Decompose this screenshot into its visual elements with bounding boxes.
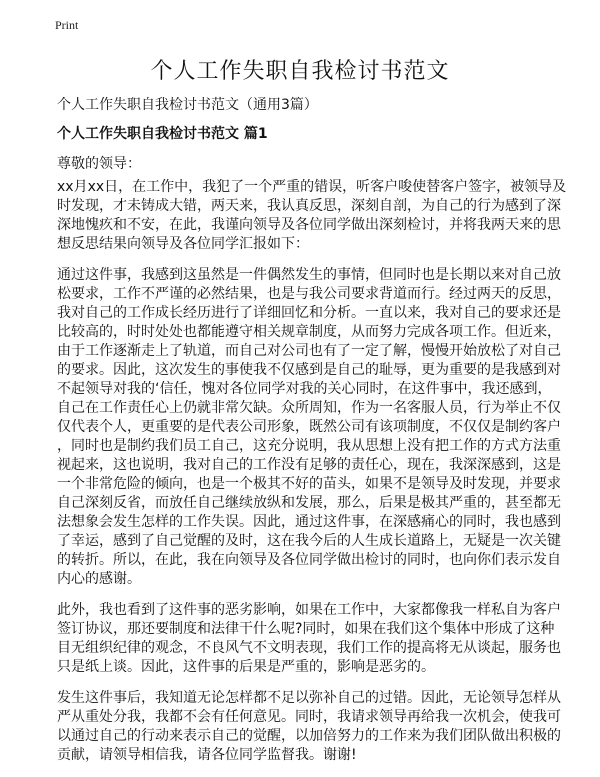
text-line: 不起领导对我的‘信任，愧对各位同学对我的关心同时，在这件事中，我还感到， [57, 381, 552, 397]
text-line: 此外，我也看到了这件事的恶劣影响，如果在工作中，大家都像我一样私自为客户 [57, 602, 561, 618]
text-line: 严从重处分我，我都不会有任何意见。同时，我请求领导再给我一次机会，使我可 [57, 709, 561, 725]
text-line: 贡献，请领导相信我，请各位同学监督我。谢谢! [57, 747, 357, 763]
text-line: 了幸运，感到了自己觉醒的及时，这在我今后的人生成长道路上，无疑是一次关键 [57, 533, 561, 549]
text-line: 以通过自己的行动来表示自己的觉醒，以加倍努力的工作来为我们团队做出积极的 [57, 728, 561, 744]
text-line: 松要求，工作不严谨的必然结果，也是与我公司要求背道而行。经过两天的反思， [57, 286, 561, 302]
text-line: 内心的感谢。 [57, 571, 141, 587]
print-link[interactable]: Print [55, 18, 79, 32]
text-line: 的要求。因此，这次发生的事使我不仅感到是自己的耻辱，更为重要的是我感到对 [57, 362, 561, 378]
text-line: 一个非常危险的倾向，也是一个极其不好的苗头，如果不是领导及时发现，并要求 [57, 476, 561, 492]
letter-body [57, 178, 592, 777]
text-line: 法想象会发生怎样的工作失误。因此，通过这件事，在深感痛心的同时，我也感到 [57, 514, 561, 530]
paragraph-2 [57, 266, 592, 589]
text-line: 视起来，这也说明，我对自己的工作没有足够的责任心，现在，我深深感到，这是 [57, 457, 561, 473]
text-line: 自己深刻反省，而放任自己继续放纵和发展，那么，后果是极其严重的，甚至都无 [57, 495, 561, 511]
text-line: 我对自己的工作成长经历进行了详细回忆和分析。一直以来，我对自己的要求还是 [57, 305, 561, 321]
text-line: 通过这件事，我感到这虽然是一件偶然发生的事情，但同时也是长期以来对自己放 [57, 267, 561, 283]
section-heading: 个人工作失职自我检讨书范文 篇1 [57, 126, 268, 142]
text-line: 自己在工作责任心上仍就非常欠缺。众所周知，作为一名客服人员，行为举止不仅 [57, 400, 561, 416]
text-line: 深地愧疚和不安，在此，我谨向领导及各位同学做出深刻检讨，并将我两天来的思 [57, 217, 561, 233]
text-line: 比较高的，时时处处也都能遵守相关规章制度，从而努力完成各项工作。但近来， [57, 324, 561, 340]
text-line: 签订协议，那还要制度和法律干什么呢?同时，如果在我们这个集体中形成了这种 [57, 621, 555, 637]
text-line: 时发现，才未铸成大错，两天来，我认真反思，深刻自剖，为自己的行为感到了深 [57, 198, 561, 214]
paragraph-4 [57, 689, 592, 765]
text-line: 发生这件事后，我知道无论怎样都不足以弥补自己的过错。因此，无论领导怎样从 [57, 690, 561, 706]
text-line: xx月xx日，在工作中，我犯了一个严重的错误，听客户唆使替客户签字，被领导及 [57, 179, 567, 195]
text-line: 的转折。所以，在此，我在向领导及各位同学做出检讨的同时，也向你们表示发自 [57, 552, 561, 568]
text-line: 仅代表个人，更重要的是代表公司形象，既然公司有该项制度，不仅仅是制约客户 [57, 419, 561, 435]
text-line: ，同时也是制约我们员工自己，这充分说明，我从思想上没有把工作的方式方法重 [57, 438, 561, 454]
paragraph-3 [57, 601, 592, 677]
text-line: 由于工作逐渐走上了轨道，而自己对公司也有了一定了解，慢慢开始放松了对自己 [57, 343, 561, 359]
text-line: 目无组织纪律的观念，不良风气不文明表现，我们工作的提高将无从谈起，服务也 [57, 640, 561, 656]
document-subtitle: 个人工作失职自我检讨书范文（通用3篇） [57, 97, 318, 113]
greeting: 尊敬的领导： [57, 156, 141, 172]
paragraph-1 [57, 178, 592, 254]
text-line: 只是纸上谈。因此，这件事的后果是严重的，影响是恶劣的。 [57, 659, 435, 675]
page-title: 个人工作失职自我检讨书范文 [150, 59, 450, 84]
text-line: 想反思结果向领导及各位同学汇报如下： [57, 236, 309, 252]
